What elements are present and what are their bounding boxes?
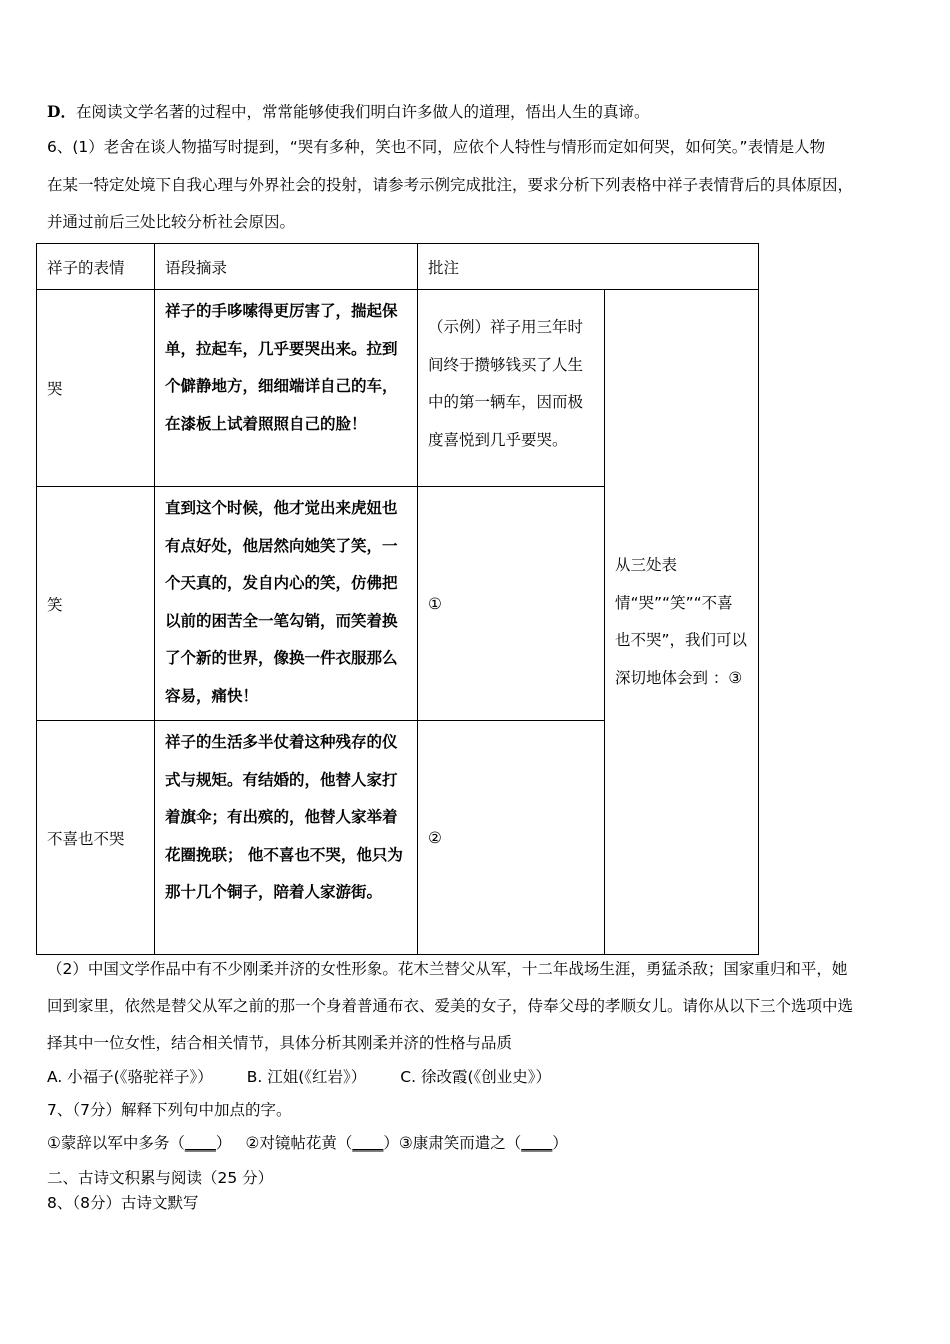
q7-item-3-close: ）: [552, 1134, 568, 1152]
table-row: [37, 290, 759, 487]
q7-item-1-close: ）: [215, 1134, 232, 1152]
q7-item-1-num: ①: [47, 1134, 61, 1152]
q7-item-2-sentence: 对镜帖花黄（: [259, 1134, 353, 1152]
q7-item-3-num: ③: [398, 1134, 413, 1152]
row-excerpt-laugh: 直到这个时候，他才觉出来虎妞也有点好处，他居然向她笑了笑，一个天真的，发自内心的笑，仿佛把以前的困苦全一笔勾销，而笑着换了个新的世界，像换一件衣服那么容易，痛快！: [155, 487, 418, 721]
summary-cell: 从三处表情“哭”“笑”“不喜也不哭”，我们可以深切地体会到 ：③: [605, 290, 759, 955]
header-note: 批注: [418, 244, 759, 290]
row-excerpt-neither: 祥子的生活多半仗着这种残存的仪式与规矩。有结婚的，他替人家打着旗伞；有出殡的，他替人家举着花圈挽联； 他不喜也不哭，他只为那十几个铜子，陪着人家游街。: [155, 721, 418, 955]
q7-items: [47, 1132, 568, 1154]
q6-options: [47, 1066, 551, 1088]
q6-part1-line-3: 并通过前后三处比较分析社会原因。: [47, 213, 296, 231]
row-expression-neither: 不喜也不哭: [37, 721, 155, 955]
header-expression: 祥子的表情: [37, 244, 155, 290]
q6-part2-line-2: 回到家里，依然是替父从军之前的那一个身着普通布衣、爱美的女子，侍奉父母的孝顺女儿。请你从以下三个选项中选: [47, 997, 854, 1015]
q7-item-2-close: ）: [383, 1134, 399, 1152]
q7-item-2-num: ②: [245, 1134, 260, 1152]
q6-part1-line-1: 6、(1）老舍在谈人物描写时提到，“哭有多种，笑也不同，应依个人特性与情形而定如何哭，如何笑。”表情是人物: [47, 138, 826, 156]
q6-part1-line-2: 在某一特定处境下自我心理与外界社会的投射，请参考示例完成批注，要求分析下列表格中祥子表情背后的具体原因，: [47, 176, 854, 194]
q7-item-2-blank: ____: [352, 1134, 384, 1152]
expression-table: [36, 243, 759, 955]
q8-title: 8、（8分）古诗文默写: [47, 1194, 199, 1212]
option-d-label: D．: [47, 102, 76, 121]
section-2-title: 二、古诗文积累与阅读（25 分）: [47, 1169, 274, 1187]
header-excerpt: 语段摘录: [155, 244, 418, 290]
q7-title: 7、（7分）解释下列句中加点的字。: [47, 1101, 292, 1119]
row-expression-laugh: 笑: [37, 487, 155, 721]
table-header-row: [37, 244, 759, 290]
row-note-neither: ②: [418, 721, 605, 955]
q7-item-3-blank: ____: [521, 1134, 553, 1152]
row-expression-cry: 哭: [37, 290, 155, 487]
q7-item-1-sentence: 蒙辞以军中多务（: [60, 1134, 185, 1152]
row-note-cry: （示例）祥子用三年时间终于攒够钱买了人生中的第一辆车，因而极度喜悦到几乎要哭。: [418, 290, 605, 487]
option-d-text: 在阅读文学名著的过程中，常常能够使我们明白许多做人的道理，悟出人生的真谛。: [75, 103, 650, 121]
option-a: A. 小福子(《骆驼祥子》）: [47, 1068, 213, 1086]
option-c: C. 徐改霞(《创业史》）: [400, 1068, 552, 1086]
row-excerpt-cry: 祥子的手哆嗦得更厉害了，揣起保单，拉起车，几乎要哭出来。拉到个僻静地方，细细端详自己的车，在漆板上试着照照自己的脸！: [155, 290, 418, 487]
q7-item-1-blank: ____: [184, 1134, 216, 1152]
option-b: B. 江姐(《红岩》）: [246, 1068, 367, 1086]
q7-item-3-sentence: 康肃笑而遣之（: [412, 1134, 522, 1152]
q6-part2-line-3: 择其中一位女性，结合相关情节，具体分析其刚柔并济的性格与品质: [47, 1034, 513, 1052]
q6-part2-line-1: （2）中国文学作品中有不少刚柔并济的女性形象。花木兰替父从军，十二年战场生涯，勇猛杀敌；国家重归和平，她: [47, 960, 848, 978]
option-d-line: [47, 101, 649, 123]
row-note-laugh: ①: [418, 487, 605, 721]
